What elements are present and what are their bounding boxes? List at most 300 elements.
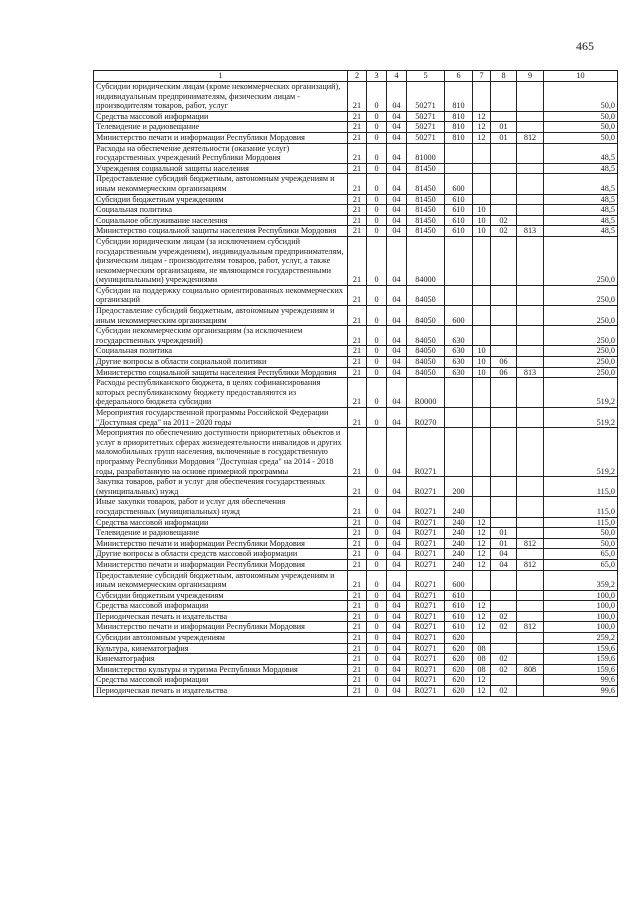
ministry-cell <box>517 570 544 590</box>
ministry-cell <box>517 346 544 357</box>
row-name: Предоставление субсидий бюджетным, автономным учреждениям и иным некоммерческим организациям <box>94 570 348 590</box>
code-cell: 0 <box>367 205 387 216</box>
code-cell: 21 <box>348 570 367 590</box>
table-row <box>94 236 618 285</box>
code-cell: 21 <box>348 174 367 194</box>
target-article-cell: R0271 <box>407 559 445 570</box>
section-cell: 12 <box>473 528 491 539</box>
section-cell: 12 <box>473 111 491 122</box>
expense-type-cell: 610 <box>445 611 473 622</box>
code-cell: 0 <box>367 428 387 477</box>
code-cell: 0 <box>367 497 387 517</box>
amount-cell: 48,5 <box>544 215 618 226</box>
code-cell: 21 <box>348 132 367 143</box>
code-cell: 0 <box>367 528 387 539</box>
code-cell: 0 <box>367 538 387 549</box>
section-cell <box>473 194 491 205</box>
amount-cell: 519,2 <box>544 378 618 408</box>
section-cell <box>473 408 491 428</box>
section-cell: 12 <box>473 549 491 560</box>
code-cell: 04 <box>387 163 407 174</box>
code-cell: 21 <box>348 378 367 408</box>
table-row <box>94 559 618 570</box>
code-cell: 0 <box>367 82 387 112</box>
code-cell: 0 <box>367 622 387 633</box>
code-cell: 21 <box>348 559 367 570</box>
section-cell: 12 <box>473 622 491 633</box>
code-cell: 04 <box>387 675 407 686</box>
subsection-cell <box>491 285 517 305</box>
code-cell: 0 <box>367 378 387 408</box>
row-name: Министерство социальной защиты населения Республики Мордовия <box>94 226 348 237</box>
code-cell: 21 <box>348 497 367 517</box>
code-cell: 21 <box>348 428 367 477</box>
section-cell: 08 <box>473 664 491 675</box>
code-cell: 0 <box>367 477 387 497</box>
expense-type-cell <box>445 236 473 285</box>
code-cell: 04 <box>387 633 407 644</box>
section-cell <box>473 633 491 644</box>
table-row <box>94 633 618 644</box>
amount-cell: 50,0 <box>544 528 618 539</box>
ministry-cell <box>517 357 544 368</box>
amount-cell: 48,5 <box>544 226 618 237</box>
target-article-cell: 50271 <box>407 132 445 143</box>
amount-cell: 50,0 <box>544 82 618 112</box>
code-cell: 04 <box>387 549 407 560</box>
table-row <box>94 686 618 697</box>
header-cell: 2 <box>348 71 367 82</box>
ministry-cell <box>517 590 544 601</box>
code-cell: 0 <box>367 285 387 305</box>
section-cell: 10 <box>473 215 491 226</box>
row-name: Расходы на обеспечение деятельности (оказание услуг) государственных учреждений Республики Мордовия <box>94 143 348 163</box>
ministry-cell <box>517 163 544 174</box>
ministry-cell <box>517 378 544 408</box>
amount-cell: 48,5 <box>544 174 618 194</box>
ministry-cell <box>517 111 544 122</box>
code-cell: 21 <box>348 122 367 133</box>
subsection-cell <box>491 428 517 477</box>
subsection-cell <box>491 590 517 601</box>
amount-cell: 115,0 <box>544 517 618 528</box>
amount-cell: 48,5 <box>544 194 618 205</box>
table-row <box>94 215 618 226</box>
code-cell: 04 <box>387 143 407 163</box>
expense-type-cell <box>445 163 473 174</box>
ministry-cell: 812 <box>517 132 544 143</box>
subsection-cell <box>491 236 517 285</box>
code-cell: 0 <box>367 643 387 654</box>
subsection-cell <box>491 194 517 205</box>
ministry-cell: 812 <box>517 559 544 570</box>
code-cell: 0 <box>367 236 387 285</box>
ministry-cell <box>517 643 544 654</box>
expense-type-cell: 630 <box>445 357 473 368</box>
code-cell: 04 <box>387 215 407 226</box>
subsection-cell: 02 <box>491 611 517 622</box>
amount-cell: 99,6 <box>544 686 618 697</box>
expense-type-cell: 240 <box>445 559 473 570</box>
table-row <box>94 143 618 163</box>
section-cell <box>473 163 491 174</box>
expense-type-cell: 200 <box>445 477 473 497</box>
table-row <box>94 132 618 143</box>
ministry-cell <box>517 408 544 428</box>
expense-type-cell: 620 <box>445 664 473 675</box>
subsection-cell: 02 <box>491 622 517 633</box>
expense-type-cell: 630 <box>445 326 473 346</box>
ministry-cell <box>517 686 544 697</box>
expense-type-cell: 810 <box>445 111 473 122</box>
code-cell: 04 <box>387 654 407 665</box>
target-article-cell: R0000 <box>407 378 445 408</box>
row-name: Министерство печати и информации Республики Мордовия <box>94 622 348 633</box>
row-name: Периодическая печать и издательства <box>94 686 348 697</box>
code-cell: 0 <box>367 143 387 163</box>
row-name: Субсидии юридическим лицам (кроме некоммерческих организаций), индивидуальным предпринимателям, физическим лицам - производителям товаров, работ, услуг <box>94 82 348 112</box>
ministry-cell <box>517 477 544 497</box>
code-cell: 21 <box>348 285 367 305</box>
code-cell: 0 <box>367 408 387 428</box>
amount-cell: 159,6 <box>544 654 618 665</box>
ministry-cell <box>517 194 544 205</box>
amount-cell: 259,2 <box>544 633 618 644</box>
section-cell <box>473 590 491 601</box>
header-cell: 8 <box>491 71 517 82</box>
code-cell: 0 <box>367 357 387 368</box>
code-cell: 04 <box>387 174 407 194</box>
ministry-cell <box>517 205 544 216</box>
ministry-cell: 812 <box>517 622 544 633</box>
amount-cell: 100,0 <box>544 590 618 601</box>
ministry-cell <box>517 285 544 305</box>
target-article-cell: 50271 <box>407 122 445 133</box>
code-cell: 0 <box>367 163 387 174</box>
code-cell: 21 <box>348 643 367 654</box>
code-cell: 04 <box>387 570 407 590</box>
table-row <box>94 174 618 194</box>
code-cell: 04 <box>387 111 407 122</box>
section-cell <box>473 378 491 408</box>
section-cell <box>473 428 491 477</box>
ministry-cell <box>517 326 544 346</box>
row-name: Субсидии некоммерческим организациям (за исключением государственных учреждений) <box>94 326 348 346</box>
amount-cell: 159,6 <box>544 664 618 675</box>
section-cell: 10 <box>473 367 491 378</box>
code-cell: 21 <box>348 357 367 368</box>
subsection-cell <box>491 601 517 612</box>
table-row <box>94 428 618 477</box>
section-cell <box>473 285 491 305</box>
ministry-cell <box>517 215 544 226</box>
table-row <box>94 549 618 560</box>
row-name: Социальная политика <box>94 205 348 216</box>
section-cell: 12 <box>473 538 491 549</box>
row-name: Социальная политика <box>94 346 348 357</box>
expense-type-cell: 630 <box>445 367 473 378</box>
amount-cell: 159,6 <box>544 643 618 654</box>
code-cell: 0 <box>367 346 387 357</box>
table-row <box>94 357 618 368</box>
code-cell: 04 <box>387 226 407 237</box>
target-article-cell: R0271 <box>407 601 445 612</box>
subsection-cell: 01 <box>491 528 517 539</box>
expense-type-cell: 240 <box>445 517 473 528</box>
code-cell: 04 <box>387 326 407 346</box>
subsection-cell: 01 <box>491 122 517 133</box>
amount-cell: 65,0 <box>544 549 618 560</box>
code-cell: 21 <box>348 590 367 601</box>
row-name: Другие вопросы в области социальной политики <box>94 357 348 368</box>
target-article-cell: R0271 <box>407 477 445 497</box>
subsection-cell: 02 <box>491 226 517 237</box>
amount-cell: 100,0 <box>544 622 618 633</box>
code-cell: 21 <box>348 306 367 326</box>
code-cell: 21 <box>348 82 367 112</box>
row-name: Субсидии юридическим лицам (за исключением субсидий государственным учреждениям), индивидуальным предпринимателям, физическим лицам - производителям товаров, работ, услуг, а также некоммерческим организациям, не являющимся государственными (муниципальными) учреждениями <box>94 236 348 285</box>
expense-type-cell: 600 <box>445 174 473 194</box>
code-cell: 0 <box>367 122 387 133</box>
target-article-cell: 81450 <box>407 226 445 237</box>
ministry-cell <box>517 174 544 194</box>
expense-type-cell: 630 <box>445 346 473 357</box>
header-cell: 4 <box>387 71 407 82</box>
code-cell: 0 <box>367 601 387 612</box>
code-cell: 04 <box>387 408 407 428</box>
code-cell: 04 <box>387 132 407 143</box>
code-cell: 0 <box>367 549 387 560</box>
section-cell: 08 <box>473 643 491 654</box>
row-name: Телевидение и радиовещание <box>94 528 348 539</box>
code-cell: 21 <box>348 215 367 226</box>
budget-table <box>93 70 618 697</box>
target-article-cell: 50271 <box>407 111 445 122</box>
target-article-cell: R0271 <box>407 428 445 477</box>
ministry-cell <box>517 497 544 517</box>
code-cell: 04 <box>387 601 407 612</box>
amount-cell: 115,0 <box>544 497 618 517</box>
target-article-cell: R0271 <box>407 643 445 654</box>
amount-cell: 519,2 <box>544 408 618 428</box>
amount-cell: 250,0 <box>544 236 618 285</box>
section-cell: 12 <box>473 675 491 686</box>
row-name: Средства массовой информации <box>94 517 348 528</box>
amount-cell: 50,0 <box>544 132 618 143</box>
row-name: Иные закупки товаров, работ и услуг для обеспечения государственных (муниципальных) нужд <box>94 497 348 517</box>
table-row <box>94 477 618 497</box>
expense-type-cell: 240 <box>445 497 473 517</box>
code-cell: 0 <box>367 111 387 122</box>
code-cell: 04 <box>387 664 407 675</box>
amount-cell: 519,2 <box>544 428 618 477</box>
table-row <box>94 528 618 539</box>
section-cell: 12 <box>473 611 491 622</box>
table-row <box>94 622 618 633</box>
target-article-cell: R0270 <box>407 408 445 428</box>
table-row <box>94 82 618 112</box>
target-article-cell: R0271 <box>407 622 445 633</box>
target-article-cell: 84050 <box>407 346 445 357</box>
target-article-cell: R0271 <box>407 549 445 560</box>
section-cell: 12 <box>473 517 491 528</box>
table-row <box>94 675 618 686</box>
section-cell <box>473 570 491 590</box>
section-cell <box>473 236 491 285</box>
expense-type-cell: 610 <box>445 215 473 226</box>
code-cell: 21 <box>348 686 367 697</box>
target-article-cell: 81450 <box>407 215 445 226</box>
code-cell: 0 <box>367 611 387 622</box>
row-name: Периодическая печать и издательства <box>94 611 348 622</box>
ministry-cell: 813 <box>517 226 544 237</box>
ministry-cell <box>517 549 544 560</box>
row-name: Министерство культуры и туризма Республики Мордовия <box>94 664 348 675</box>
code-cell: 04 <box>387 611 407 622</box>
amount-cell: 50,0 <box>544 538 618 549</box>
row-name: Социальное обслуживание населения <box>94 215 348 226</box>
row-name: Министерство социальной защиты населения Республики Мордовия <box>94 367 348 378</box>
section-cell: 12 <box>473 122 491 133</box>
amount-cell: 250,0 <box>544 306 618 326</box>
table-row <box>94 497 618 517</box>
section-cell <box>473 174 491 194</box>
ministry-cell <box>517 82 544 112</box>
code-cell: 0 <box>367 559 387 570</box>
code-cell: 0 <box>367 570 387 590</box>
section-cell <box>473 326 491 346</box>
target-article-cell: 81000 <box>407 143 445 163</box>
code-cell: 21 <box>348 326 367 346</box>
code-cell: 21 <box>348 633 367 644</box>
code-cell: 04 <box>387 306 407 326</box>
section-cell: 08 <box>473 654 491 665</box>
table-row <box>94 285 618 305</box>
code-cell: 04 <box>387 357 407 368</box>
table-row <box>94 226 618 237</box>
amount-cell: 100,0 <box>544 611 618 622</box>
ministry-cell <box>517 143 544 163</box>
row-name: Субсидии автономным учреждениям <box>94 633 348 644</box>
table-row <box>94 111 618 122</box>
code-cell: 04 <box>387 285 407 305</box>
code-cell: 21 <box>348 611 367 622</box>
target-article-cell: 81450 <box>407 174 445 194</box>
subsection-cell <box>491 111 517 122</box>
target-article-cell: 81450 <box>407 194 445 205</box>
table-row <box>94 205 618 216</box>
section-cell: 10 <box>473 357 491 368</box>
section-cell <box>473 82 491 112</box>
code-cell: 04 <box>387 643 407 654</box>
ministry-cell <box>517 428 544 477</box>
subsection-cell <box>491 82 517 112</box>
code-cell: 0 <box>367 226 387 237</box>
table-row <box>94 163 618 174</box>
expense-type-cell: 810 <box>445 82 473 112</box>
table-row <box>94 570 618 590</box>
section-cell <box>473 497 491 517</box>
row-name: Субсидии на поддержку социально ориентированных некоммерческих организаций <box>94 285 348 305</box>
code-cell: 0 <box>367 194 387 205</box>
code-cell: 21 <box>348 538 367 549</box>
code-cell: 21 <box>348 346 367 357</box>
subsection-cell <box>491 497 517 517</box>
subsection-cell: 04 <box>491 559 517 570</box>
expense-type-cell: 240 <box>445 528 473 539</box>
target-article-cell: R0271 <box>407 611 445 622</box>
target-article-cell: R0271 <box>407 590 445 601</box>
row-name: Средства массовой информации <box>94 601 348 612</box>
target-article-cell: 84050 <box>407 306 445 326</box>
row-name: Субсидии бюджетным учреждениям <box>94 194 348 205</box>
code-cell: 21 <box>348 194 367 205</box>
header-cell: 9 <box>517 71 544 82</box>
section-cell <box>473 477 491 497</box>
code-cell: 04 <box>387 428 407 477</box>
row-name: Министерство печати и информации Республики Мордовия <box>94 538 348 549</box>
expense-type-cell: 610 <box>445 226 473 237</box>
ministry-cell: 808 <box>517 664 544 675</box>
target-article-cell: R0271 <box>407 497 445 517</box>
table-row <box>94 367 618 378</box>
header-row <box>94 71 618 82</box>
table-row <box>94 378 618 408</box>
code-cell: 04 <box>387 538 407 549</box>
code-cell: 21 <box>348 367 367 378</box>
section-cell: 10 <box>473 226 491 237</box>
code-cell: 0 <box>367 132 387 143</box>
code-cell: 0 <box>367 686 387 697</box>
code-cell: 04 <box>387 477 407 497</box>
table-row <box>94 538 618 549</box>
code-cell: 0 <box>367 306 387 326</box>
section-cell: 12 <box>473 132 491 143</box>
expense-type-cell: 610 <box>445 622 473 633</box>
subsection-cell: 06 <box>491 367 517 378</box>
subsection-cell <box>491 326 517 346</box>
subsection-cell <box>491 306 517 326</box>
ministry-cell: 813 <box>517 367 544 378</box>
row-name: Культура, кинематография <box>94 643 348 654</box>
row-name: Министерство печати и информации Республики Мордовия <box>94 132 348 143</box>
row-name: Средства массовой информации <box>94 675 348 686</box>
amount-cell: 250,0 <box>544 357 618 368</box>
code-cell: 0 <box>367 590 387 601</box>
target-article-cell: 84050 <box>407 326 445 346</box>
target-article-cell: 84050 <box>407 357 445 368</box>
subsection-cell <box>491 643 517 654</box>
ministry-cell <box>517 306 544 326</box>
target-article-cell: 84050 <box>407 367 445 378</box>
table-row <box>94 326 618 346</box>
amount-cell: 50,0 <box>544 122 618 133</box>
code-cell: 04 <box>387 236 407 285</box>
expense-type-cell <box>445 408 473 428</box>
target-article-cell: 84000 <box>407 236 445 285</box>
code-cell: 04 <box>387 622 407 633</box>
header-cell: 6 <box>445 71 473 82</box>
row-name: Мероприятия по обеспечению доступности приоритетных объектов и услуг в приоритетных сферах жизнедеятельности инвалидов и других маломобильных групп населения, включенные в государственную программу Республики Мордовия "Доступная среда" на 2014 - 2018 годы, разработанную на основе примерной программы <box>94 428 348 477</box>
code-cell: 04 <box>387 528 407 539</box>
amount-cell: 250,0 <box>544 285 618 305</box>
table-row <box>94 346 618 357</box>
code-cell: 04 <box>387 122 407 133</box>
amount-cell: 99,6 <box>544 675 618 686</box>
header-cell: 5 <box>407 71 445 82</box>
code-cell: 21 <box>348 163 367 174</box>
subsection-cell <box>491 517 517 528</box>
